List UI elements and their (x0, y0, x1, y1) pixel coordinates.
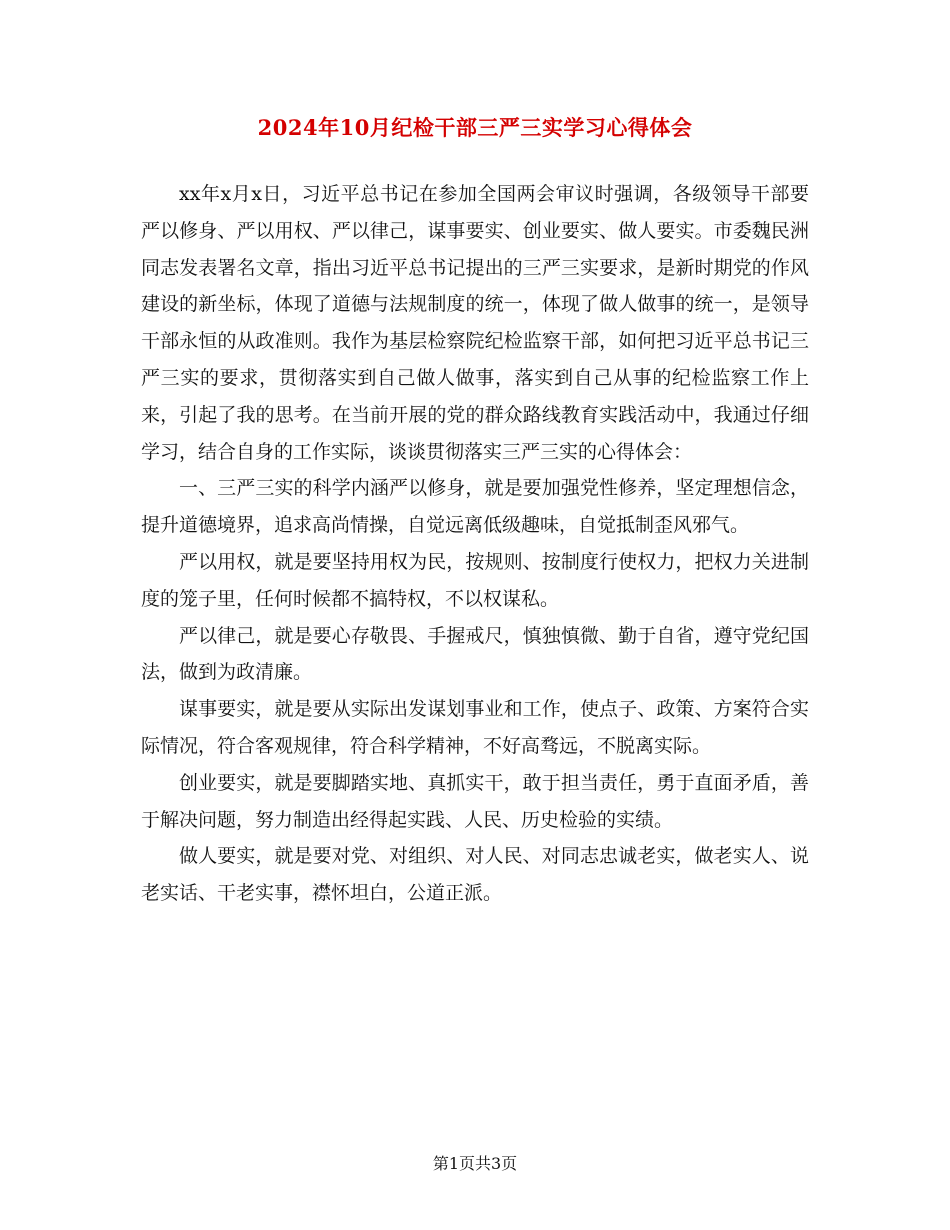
paragraph-zuoren: 做人要实，就是要对党、对组织、对人民、对同志忠诚老实，做老实人、说老实话、干老实事，襟怀坦白，公道正派。 (141, 845, 809, 905)
paragraph-xiushen: 一、三严三实的科学内涵严以修身，就是要加强党性修养，坚定理想信念，提升道德境界，追求高尚情操，自觉远离低级趣味，自觉抵制歪风邪气。 (141, 477, 809, 537)
paragraph-lvji: 严以律己，就是要心存敬畏、手握戒尺，慎独慎微、勤于自省，遵守党纪国法，做到为政清廉。 (141, 624, 809, 684)
paragraph-yongquan: 严以用权，就是要坚持用权为民，按规则、按制度行使权力，把权力关进制度的笼子里，任何时候都不搞特权，不以权谋私。 (141, 550, 809, 610)
paragraph-intro: xx年x月x日，习近平总书记在参加全国两会审议时强调，各级领导干部要严以修身、严以用权、严以律己，谋事要实、创业要实、做人要实。市委魏民洲同志发表署名文章，指出习近平总书记提出的三严三实要求，是新时期党的作风建设的新坐标，体现了道德与法规制度的统一，体现了做人做事的统一，是领导干部永恒的从政准则。我作为基层检察院纪检监察干部，如何把习近平总书记三严三实的要求，贯彻落实到自己做人做事，落实到自己从事的纪检监察工作上来，引起了我的思考。在当前开展的党的群众路线教育实践活动中，我通过仔细学习，结合自身的工作实际，谈谈贯彻落实三严三实的心得体会： (141, 183, 809, 463)
paragraph-moushi: 谋事要实，就是要从实际出发谋划事业和工作，使点子、政策、方案符合实际情况，符合客观规律，符合科学精神，不好高骛远，不脱离实际。 (141, 698, 809, 757)
document-body (141, 176, 809, 912)
paragraph-chuangye: 创业要实，就是要脚踏实地、真抓实干，敢于担当责任，勇于直面矛盾，善于解决问题，努力制造出经得起实践、人民、历史检验的实绩。 (141, 771, 809, 831)
page-number-footer: 第1页共3页 (432, 1154, 518, 1173)
document-title: 2024年10月纪检干部三严三实学习心得体会 (257, 115, 693, 140)
